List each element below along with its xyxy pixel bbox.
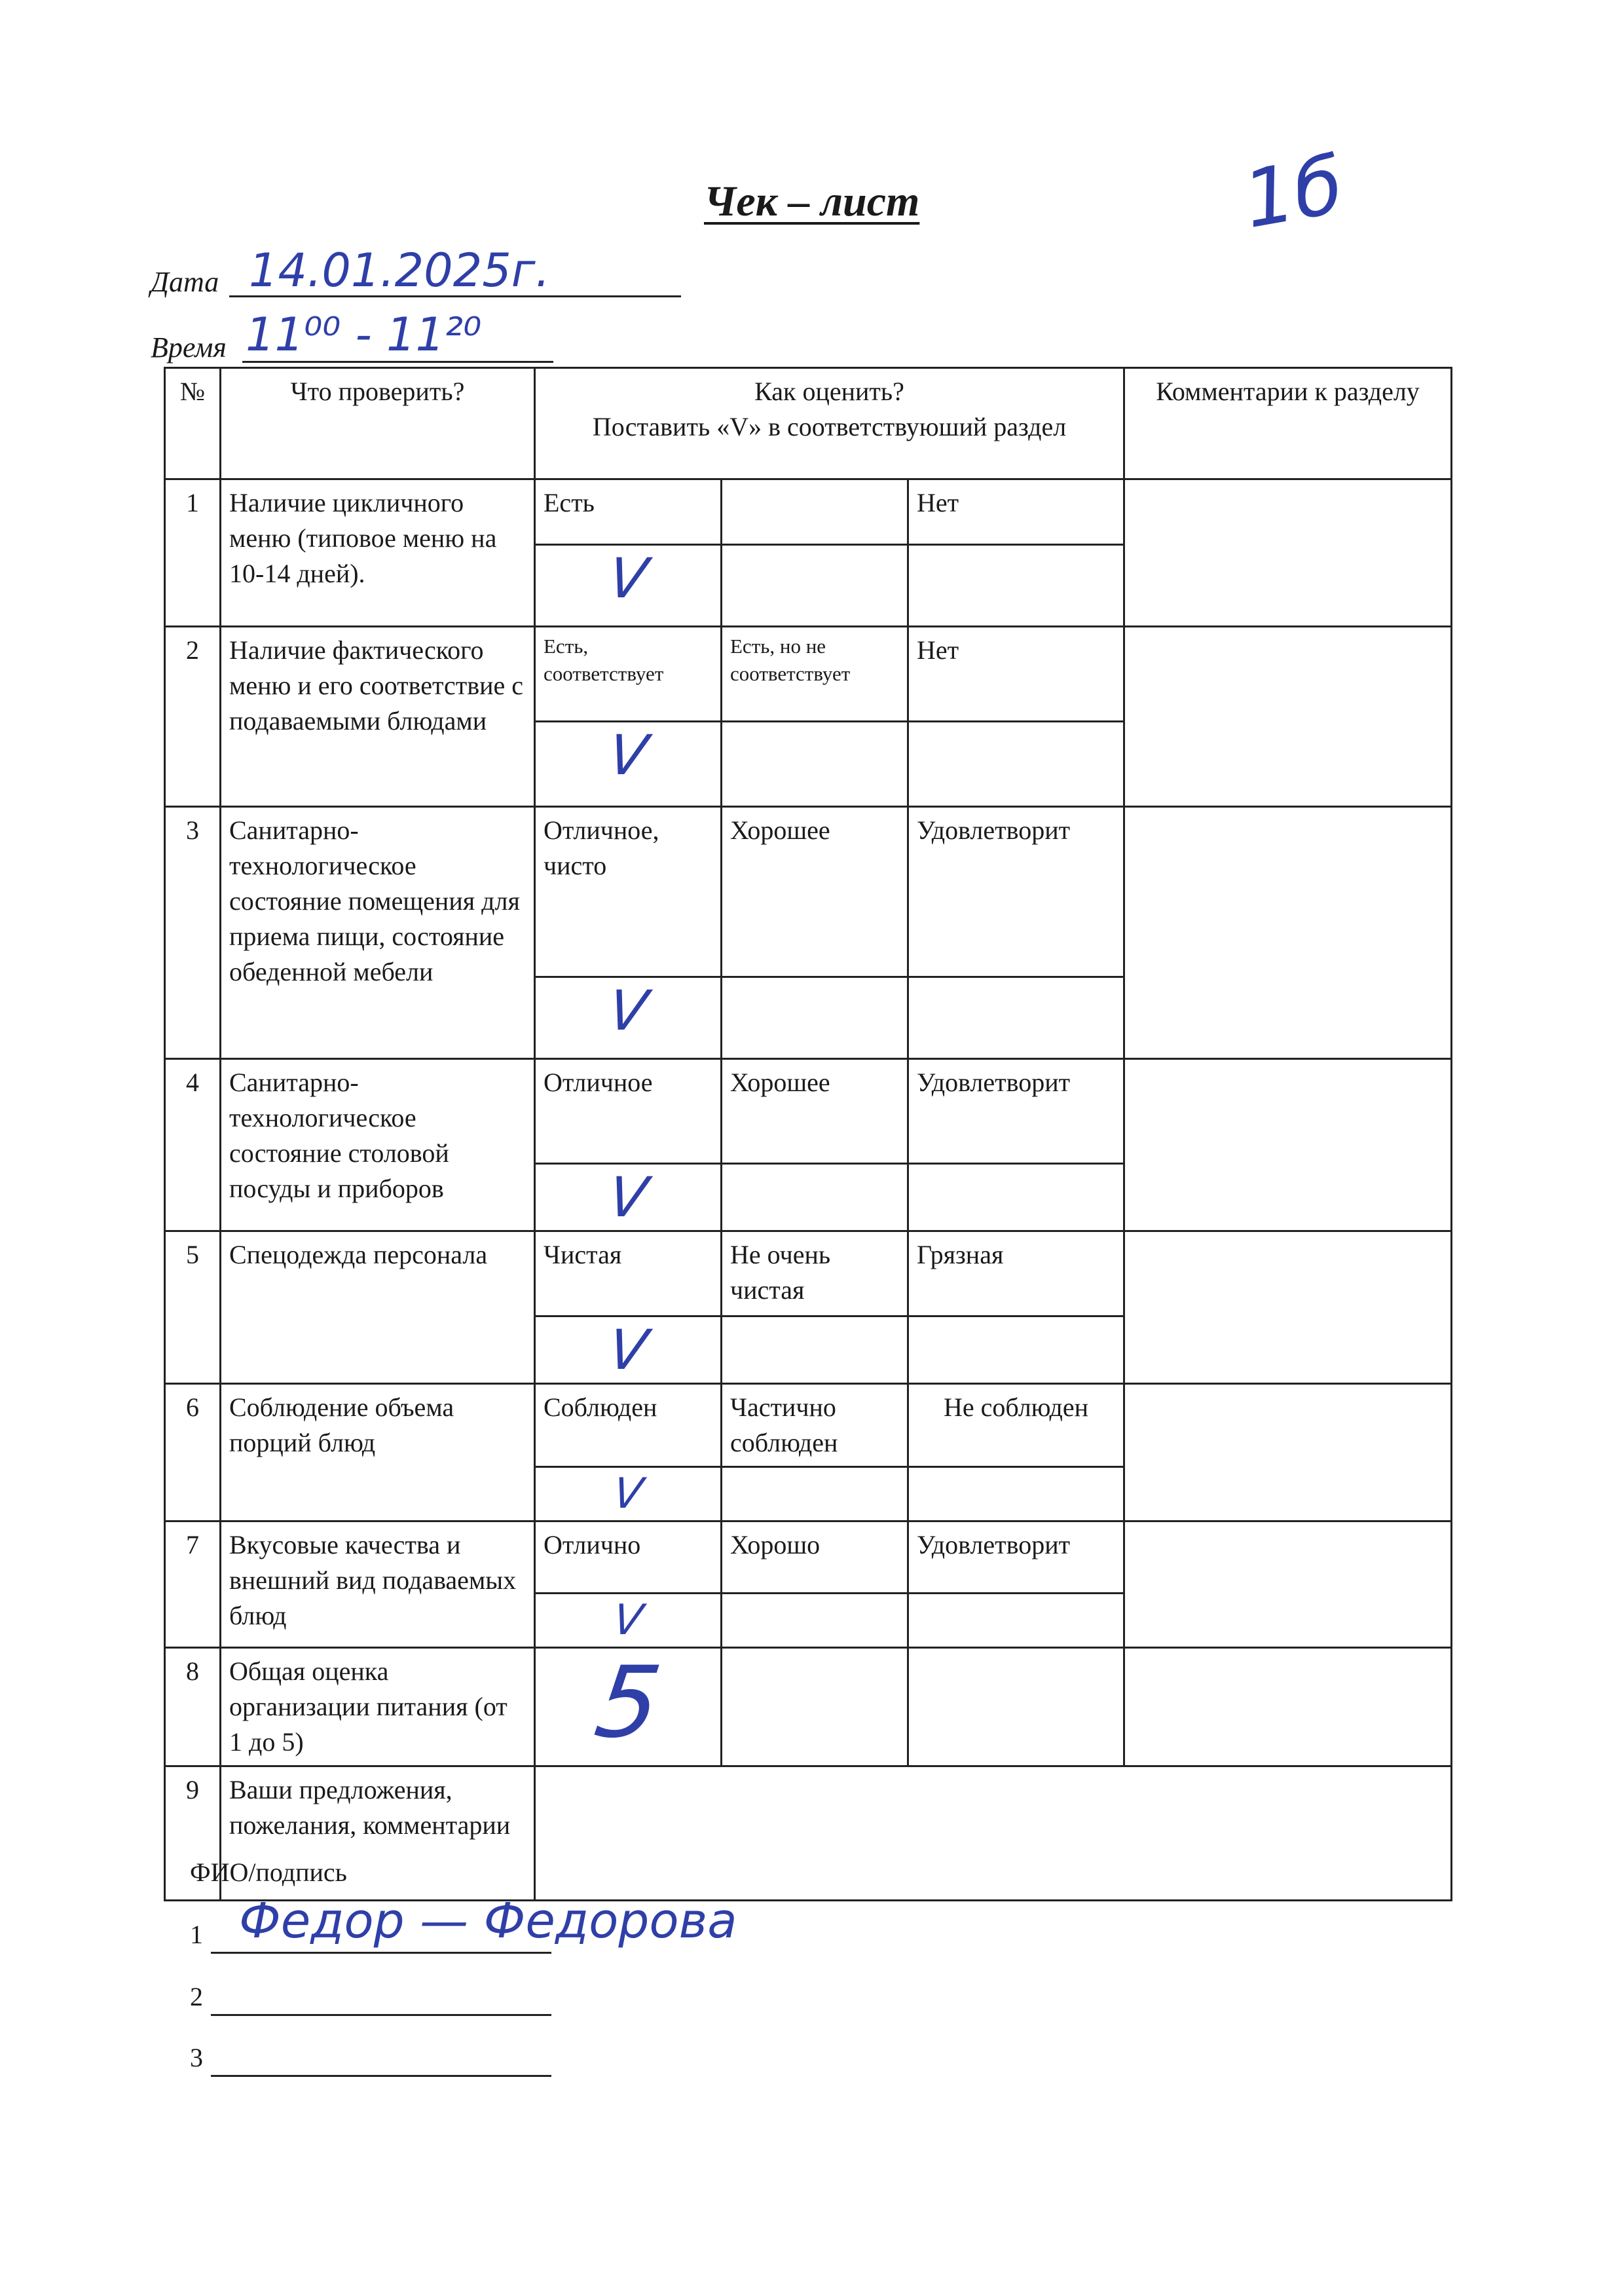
date-value-handwritten: 14.01.2025г. <box>249 244 550 297</box>
header-what: Что проверить? <box>221 368 535 479</box>
header-num: № <box>165 368 221 479</box>
checklist-table <box>164 367 1452 1901</box>
date-label: Дата <box>151 266 219 298</box>
row-number: 8 <box>165 1648 221 1766</box>
signature-line-number: 2 <box>190 1982 203 2011</box>
row-number: 2 <box>165 627 221 807</box>
option-label: Нет <box>908 479 1124 545</box>
time-value-handwritten: 11⁰⁰ - 11²⁰ <box>246 308 482 362</box>
check-mark: V <box>604 1165 652 1229</box>
option-mark-cell[interactable] <box>722 1467 908 1521</box>
option-label: Удовлетворит <box>908 1521 1124 1594</box>
signature-underline <box>211 2047 551 2077</box>
check-mark: V <box>610 1596 646 1645</box>
option-label: Нет <box>908 627 1124 722</box>
option-label: Отличное, чисто <box>535 807 722 977</box>
row-comment-cell[interactable] <box>1124 807 1452 1059</box>
option-mark-cell[interactable] <box>535 1467 722 1521</box>
signature-line-number: 3 <box>190 2043 203 2072</box>
option-mark-cell[interactable] <box>908 1164 1124 1231</box>
option-label: Чистая <box>535 1231 722 1316</box>
option-label: Есть, но не соответствует <box>722 627 908 722</box>
row-comment-cell[interactable] <box>1124 1384 1452 1521</box>
check-mark: V <box>604 723 652 787</box>
row-comment-cell[interactable] <box>1124 1059 1452 1231</box>
option-mark-cell[interactable] <box>908 1648 1124 1766</box>
row-number: 9 <box>165 1766 221 1901</box>
table-row <box>165 1231 1452 1316</box>
signature-line-number: 1 <box>190 1920 203 1949</box>
option-mark-cell[interactable] <box>722 1594 908 1648</box>
row-criterion: Общая оценка организации питания (от 1 до 5) <box>221 1648 535 1766</box>
row-number: 3 <box>165 807 221 1059</box>
option-label: Отлично <box>535 1521 722 1594</box>
table-row <box>165 627 1452 722</box>
time-label: Время <box>151 331 227 364</box>
option-mark-cell[interactable] <box>535 545 722 627</box>
option-mark-cell[interactable] <box>722 722 908 807</box>
option-mark-cell[interactable] <box>535 722 722 807</box>
option-mark-cell[interactable] <box>535 1164 722 1231</box>
option-mark-cell[interactable] <box>722 1164 908 1231</box>
option-label: Соблюден <box>535 1384 722 1467</box>
option-mark-cell[interactable] <box>908 1467 1124 1521</box>
table-row <box>165 1648 1452 1766</box>
signature-underline <box>211 1987 551 2016</box>
row-number: 6 <box>165 1384 221 1521</box>
option-label: Есть, соответствует <box>535 627 722 722</box>
table-row <box>165 1059 1452 1164</box>
option-label: Удовлетворит <box>908 807 1124 977</box>
suggestions-cell[interactable] <box>535 1766 1452 1901</box>
row-comment-cell[interactable] <box>1124 479 1452 627</box>
header-comments: Комментарии к разделу <box>1124 368 1452 479</box>
row-criterion: Соблюдение объема порций блюд <box>221 1384 535 1521</box>
row-criterion: Наличие фактического меню и его соответствие с подаваемыми блюдами <box>221 627 535 807</box>
page-title: Чек – лист <box>704 177 920 225</box>
option-label: Отличное <box>535 1059 722 1164</box>
option-label: Есть <box>535 479 722 545</box>
table-row <box>165 479 1452 545</box>
signature-line-1 <box>190 1919 203 1950</box>
row-criterion: Санитарно-технологическое состояние столовой посуды и приборов <box>221 1059 535 1231</box>
option-mark-cell[interactable] <box>535 977 722 1059</box>
signature-handwritten-1: Федор — Федорова <box>239 1893 737 1949</box>
option-label: Частично соблюден <box>722 1384 908 1467</box>
row-number: 4 <box>165 1059 221 1231</box>
signature-line-3 <box>190 2042 203 2073</box>
row-comment-cell[interactable] <box>1124 1231 1452 1384</box>
row-criterion: Наличие цикличного меню (типовое меню на 10-14 дней). <box>221 479 535 627</box>
option-label: Хорошее <box>722 807 908 977</box>
row-criterion: Спецодежда персонала <box>221 1231 535 1384</box>
row-comment-cell[interactable] <box>1124 1521 1452 1648</box>
option-label: Не очень чистая <box>722 1231 908 1316</box>
check-mark: V <box>604 979 652 1043</box>
header-how-line2: Поставить «V» в соответствуюший раздел <box>592 412 1067 441</box>
signature-line-2 <box>190 1981 203 2012</box>
time-line <box>151 331 227 364</box>
option-mark-cell[interactable] <box>908 1594 1124 1648</box>
option-label: Хорошее <box>722 1059 908 1164</box>
option-mark-cell[interactable] <box>535 1316 722 1384</box>
table-row <box>165 1766 1452 1901</box>
option-mark-cell[interactable] <box>908 977 1124 1059</box>
option-mark-cell[interactable] <box>908 1316 1124 1384</box>
row-number: 7 <box>165 1521 221 1648</box>
option-label: Хорошо <box>722 1521 908 1594</box>
row-number: 5 <box>165 1231 221 1384</box>
header-how <box>535 368 1124 479</box>
check-mark: V <box>610 1470 646 1518</box>
option-mark-cell[interactable] <box>722 977 908 1059</box>
option-label: Не соблюден <box>908 1384 1124 1467</box>
table-row <box>165 807 1452 977</box>
option-mark-cell[interactable] <box>908 722 1124 807</box>
option-label <box>722 479 908 545</box>
header-how-line1: Как оценить? <box>754 377 904 406</box>
row-criterion: Санитарно-технологическое состояние помещения для приема пищи, состояние обеденной мебели <box>221 807 535 1059</box>
table-row <box>165 1521 1452 1594</box>
date-line <box>151 265 219 299</box>
option-mark-cell[interactable] <box>722 545 908 627</box>
table-row <box>165 1384 1452 1467</box>
option-mark-cell[interactable] <box>908 545 1124 627</box>
option-mark-cell[interactable] <box>722 1316 908 1384</box>
check-mark: V <box>604 546 652 610</box>
row-criterion: Вкусовые качества и внешний вид подаваемых блюд <box>221 1521 535 1648</box>
score-cell[interactable] <box>535 1648 722 1766</box>
score-handwritten: 5 <box>589 1646 667 1760</box>
option-mark-cell[interactable] <box>535 1594 722 1648</box>
check-mark: V <box>604 1318 652 1382</box>
row-comment-cell[interactable] <box>1124 627 1452 807</box>
row-number: 1 <box>165 479 221 627</box>
row-criterion: Ваши предложения, пожелания, комментарии <box>221 1766 535 1901</box>
row-comment-cell[interactable] <box>1124 1648 1452 1766</box>
signature-label: ФИО/подпись <box>190 1857 347 1887</box>
option-label: Грязная <box>908 1231 1124 1316</box>
option-mark-cell[interactable] <box>722 1648 908 1766</box>
option-label: Удовлетворит <box>908 1059 1124 1164</box>
page-number-handwritten: 1б <box>1237 140 1350 246</box>
table-header-row <box>165 368 1452 479</box>
